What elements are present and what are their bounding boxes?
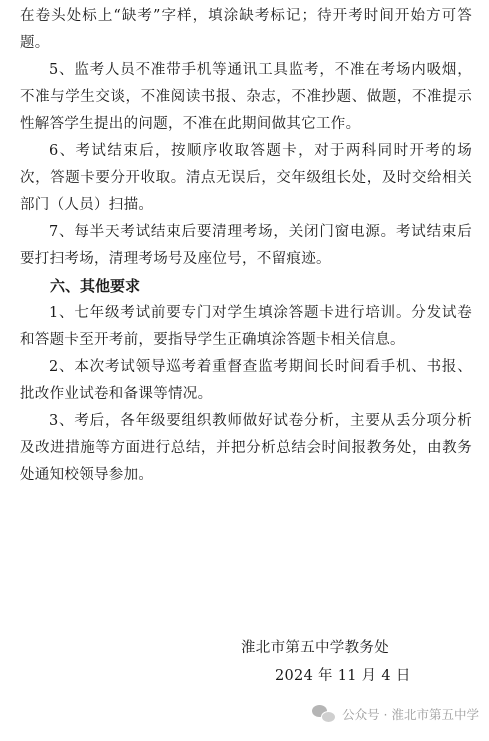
wechat-icon <box>312 705 336 723</box>
signature-organization: 淮北市第五中学教务处 <box>241 640 389 656</box>
signature-date: 2024 年 11 月 4 日 <box>275 668 411 684</box>
document-body <box>20 0 472 489</box>
watermark <box>312 705 479 723</box>
requirement-item-1: 1、七年级考试前要专门对学生填涂答题卡进行培训。分发试卷和答题卡至开考前，要指导学生正确填涂答题卡相关信息。 <box>20 305 472 348</box>
requirement-item-2: 2、本次考试领导巡考着重督查监考期间长时间看手机、书报、批改作业试卷和备课等情况。 <box>20 359 472 402</box>
requirement-item-3: 3、考后，各年级要组织教师做好试卷分析，主要从丢分项分析及改进措施等方面进行总结，并把分析总结会时间报教务处，由教务处通知校领导参加。 <box>20 413 472 483</box>
section-heading-other-requirements: 六、其他要求 <box>50 277 141 295</box>
watermark-text: 公众号 · 淮北市第五中学 <box>342 707 479 722</box>
paragraph-item-7: 7、每半天考试结束后要清理考场，关闭门窗电源。考试结束后要打扫考场，清理考场号及座位号，不留痕迹。 <box>20 224 472 267</box>
paragraph-item-5: 5、监考人员不准带手机等通讯工具监考，不准在考场内吸烟，不准与学生交谈，不准阅读书报、杂志，不准抄题、做题，不准提示性解答学生提出的问题，不准在此期间做其它工作。 <box>20 62 472 132</box>
paragraph-continued: 在卷头处标上“缺考”字样，填涂缺考标记；待开考时间开始方可答题。 <box>20 8 472 51</box>
paragraph-item-6: 6、考试结束后，按顺序收取答题卡，对于两科同时开考的场次，答题卡要分开收取。清点无误后，交年级组长处，及时交给相关部门（人员）扫描。 <box>20 143 472 213</box>
